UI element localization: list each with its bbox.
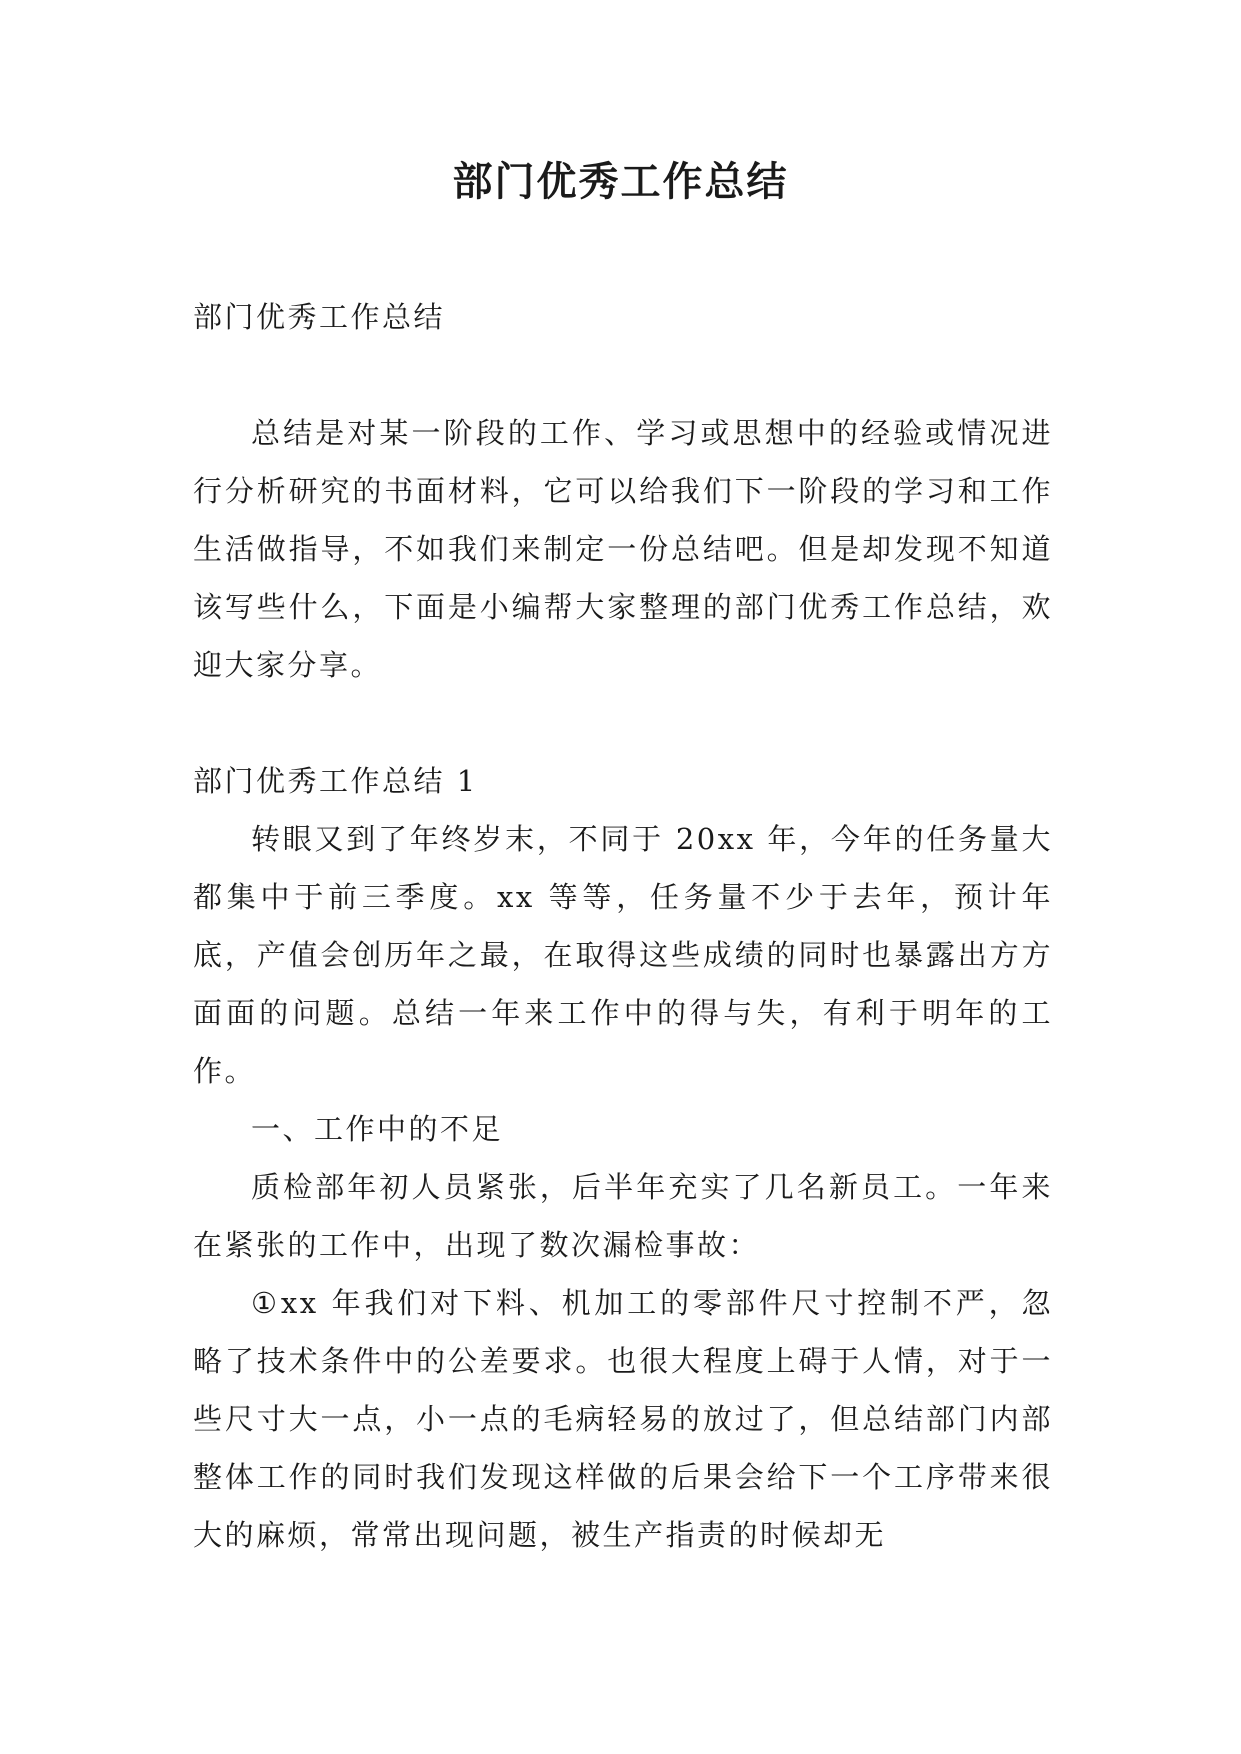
body-paragraph: 转眼又到了年终岁末，不同于 20xx 年，今年的任务量大都集中于前三季度。xx 等等，任务量不少于去年，预计年底，产值会创历年之最，在取得这些成绩的同时也暴露出方方面面的问题。总结一年来工作中的得与失，有利于明年的工作。 — [193, 822, 1053, 1088]
sub-heading: 一、工作中的不足 — [251, 1112, 504, 1146]
document-subtitle: 部门优秀工作总结 — [193, 300, 446, 334]
body-paragraph: ①xx 年我们对下料、机加工的零部件尺寸控制不严，忽略了技术条件中的公差要求。也很大程度上碍于人情，对于一些尺寸大一点，小一点的毛病轻易的放过了，但总结部门内部整体工作的同时我们发现这样做的后果会给下一个工序带来很大的麻烦，常常出现问题，被生产指责的时候却无 — [193, 1286, 1053, 1552]
document-title: 部门优秀工作总结 — [452, 158, 789, 205]
intro-paragraph: 总结是对某一阶段的工作、学习或思想中的经验或情况进行分析研究的书面材料，它可以给我们下一阶段的学习和工作生活做指导，不如我们来制定一份总结吧。但是却发现不知道该写些什么，下面是小编帮大家整理的部门优秀工作总结，欢迎大家分享。 — [193, 416, 1053, 682]
section-heading: 部门优秀工作总结 1 — [193, 764, 478, 798]
document-body — [193, 288, 1053, 1564]
body-paragraph: 质检部年初人员紧张，后半年充实了几名新员工。一年来在紧张的工作中，出现了数次漏检事故： — [193, 1170, 1053, 1262]
